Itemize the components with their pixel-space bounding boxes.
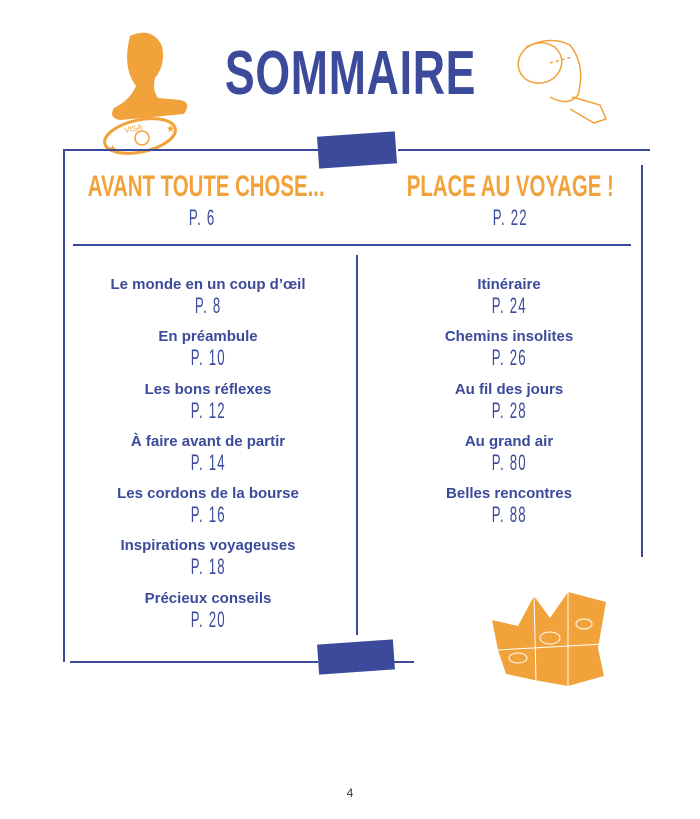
toc-entry-page xyxy=(359,293,659,319)
section-heading xyxy=(340,170,680,204)
toc-entry-page xyxy=(58,450,358,476)
frame-top-line xyxy=(398,149,650,151)
toc-column-left xyxy=(58,276,358,642)
toc-entry[interactable] xyxy=(359,381,659,433)
toc-entry-page xyxy=(359,398,659,424)
toc-entry-page-text: P. 88 xyxy=(491,502,527,528)
toc-entry-page xyxy=(58,607,358,633)
tape-strip-top xyxy=(317,131,397,168)
toc-entry[interactable] xyxy=(359,485,659,537)
section-heading xyxy=(32,170,372,204)
section-page xyxy=(360,205,660,231)
toc-entry-page-text: P. 18 xyxy=(190,554,226,580)
toc-entry-page xyxy=(58,554,358,580)
toc-entry-page-text: P. 24 xyxy=(491,293,527,318)
toc-entry-page-text: P. 28 xyxy=(491,397,527,423)
toc-entry[interactable] xyxy=(58,328,358,380)
toc-column-right xyxy=(359,276,659,537)
toc-entry-page-text: P. 12 xyxy=(190,397,226,423)
toc-entry-title: Les bons réflexes xyxy=(144,380,272,398)
section-page xyxy=(52,205,352,231)
toc-entry-title: Belles rencontres xyxy=(446,485,572,503)
tape-strip-bottom xyxy=(317,639,395,674)
frame-top-line xyxy=(63,149,318,151)
toc-entry-page-text: P. 26 xyxy=(491,345,527,371)
toc-entry-page xyxy=(359,345,659,371)
toc-entry[interactable] xyxy=(58,433,358,485)
toc-entry-title: Au fil des jours xyxy=(454,380,564,398)
frame-bottom-line xyxy=(392,661,414,663)
toc-entry-title: Itinéraire xyxy=(477,276,541,293)
toc-entry-title: À faire avant de partir xyxy=(130,432,286,450)
folded-map-icon xyxy=(488,588,623,688)
toc-entry-title: Les cordons de la bourse xyxy=(117,485,299,503)
header-divider xyxy=(73,244,631,246)
toc-entry-page-text: P. 10 xyxy=(190,345,226,371)
section-page-text: P. 6 xyxy=(188,205,216,230)
tape-roll-icon xyxy=(510,35,615,130)
toc-entry-page xyxy=(359,502,659,528)
toc-entry-page xyxy=(58,345,358,371)
toc-entry-page-text: P. 20 xyxy=(190,606,226,632)
page-title-text: SOMMAIRE xyxy=(224,39,476,108)
rubber-stamp-icon xyxy=(100,28,195,163)
toc-entry[interactable] xyxy=(359,328,659,380)
toc-entry[interactable] xyxy=(58,381,358,433)
toc-entry-page-text: P. 14 xyxy=(190,449,226,475)
toc-entry-title: Inspirations voyageuses xyxy=(120,537,296,555)
toc-entry-page xyxy=(359,450,659,476)
toc-entry[interactable] xyxy=(58,590,358,642)
toc-entry-title: Précieux conseils xyxy=(144,589,272,607)
section-heading-text: PLACE AU VOYAGE ! xyxy=(406,170,614,203)
section-page-text: P. 22 xyxy=(492,205,528,230)
toc-entry-page-text: P. 80 xyxy=(491,449,527,475)
toc-entry-title: Chemins insolites xyxy=(444,328,574,346)
toc-entry-page xyxy=(58,293,358,319)
toc-entry-title: Le monde en un coup d’œil xyxy=(110,276,306,293)
toc-entry[interactable] xyxy=(58,537,358,589)
toc-entry[interactable] xyxy=(359,276,659,328)
toc-entry[interactable] xyxy=(359,433,659,485)
visa-stamp-text: VISA xyxy=(123,122,144,135)
toc-entry-page-text: P. 16 xyxy=(190,502,226,528)
section-heading-text: AVANT TOUTE CHOSE... xyxy=(87,170,325,203)
svg-text:★: ★ xyxy=(166,124,175,135)
toc-entry-page xyxy=(58,398,358,424)
toc-entry-page xyxy=(58,502,358,528)
page-number: 4 xyxy=(346,786,354,800)
toc-entry-title: Au grand air xyxy=(464,432,554,450)
frame-bottom-line xyxy=(70,661,318,663)
toc-entry-title: En préambule xyxy=(158,328,258,346)
toc-entry[interactable] xyxy=(58,485,358,537)
toc-entry-page-text: P. 8 xyxy=(194,293,222,318)
toc-entry[interactable] xyxy=(58,276,358,328)
